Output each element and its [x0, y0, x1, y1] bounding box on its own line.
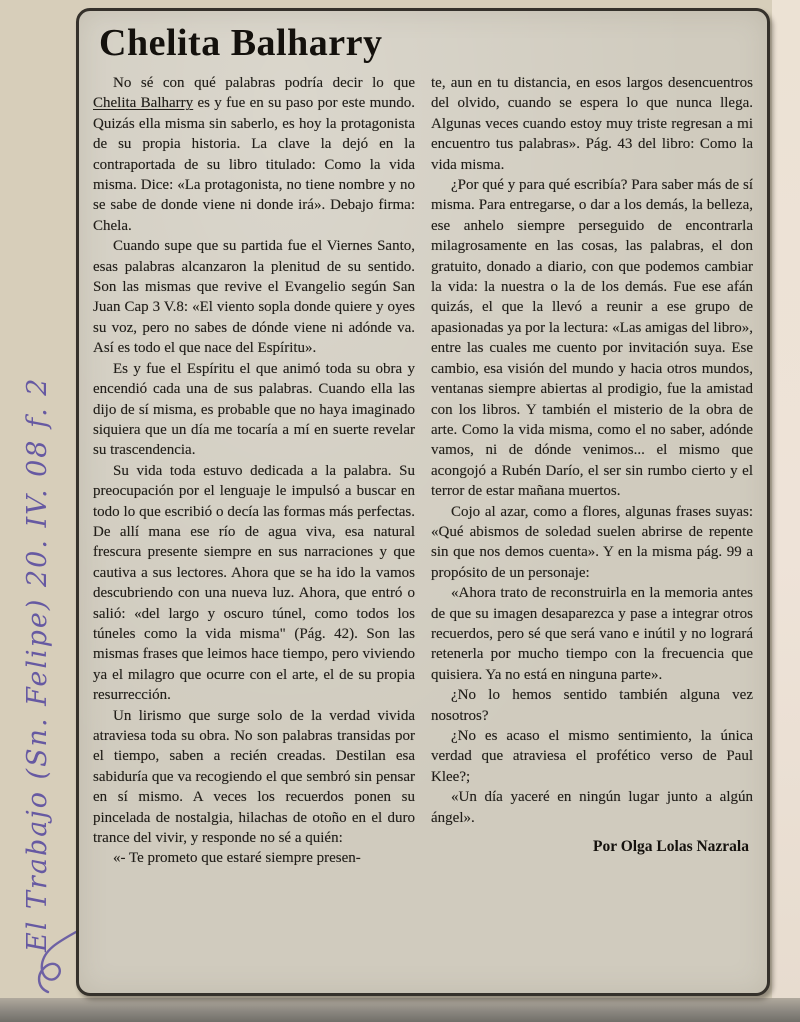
- article-column-left: [93, 73, 415, 869]
- paragraph: Es y fue el Espíritu el que animó toda su obra y encendió cada una de sus palabras. Cuando ella las dijo de sí misma, es probable que no haya imaginado siquiera que un día me tocaría a mí en suerte revelar su trascendencia.: [93, 360, 415, 459]
- paragraph: [93, 73, 415, 236]
- paragraph: «Ahora trato de reconstruirla en la memoria antes de que su imagen desaparezca y pase a integrar otros recuerdos, pero sé que será vano e inútil y no logrará retenerla por mucho tiempo con la frecuencia que quisiera. Ya no está en ninguna parte».: [431, 585, 753, 683]
- paragraph-continuation: te, aun en tu distancia, en esos largos desencuentros del olvido, cuando se espera lo que nunca llega. Algunas veces cuando estoy muy triste regresan a mi encuentro tus palabras». Pág. 43 del libro: Como la vida misma.: [431, 75, 753, 173]
- article-title: Chelita Balharry: [99, 22, 383, 64]
- paragraph: «- Te prometo que estaré siempre presen-: [113, 850, 361, 867]
- paragraph: ¿No es acaso el mismo sentimiento, la única verdad que atraviesa el profético verso de Paul Klee?;: [431, 728, 753, 785]
- scan-right-margin: [772, 0, 800, 1000]
- paragraph: Cuando supe que su partida fue el Viernes Santo, esas palabras alcanzaron la plenitud de su sentido. Son las mismas que revive el Evangelio según San Juan Cap 3 V.8: «El viento sopla donde quiere y oyes su voz, pero no sabes de dónde viene ni adónde va. Así es todo el que nace del Espíritu».: [93, 238, 415, 357]
- paragraph: Cojo al azar, como a flores, algunas frases suyas: «Qué abismos de soledad suelen abrirse de repente sin que nos demos cuenta». Y en la misma pág. 99 a propósito de un personaje:: [431, 503, 753, 581]
- article-column-right: [431, 73, 753, 869]
- paragraph: ¿No lo hemos sentido también alguna vez nosotros?: [431, 687, 753, 724]
- paragraph-text: No sé con qué palabras podría decir lo que: [113, 75, 415, 91]
- paragraph: Un lirismo que surge solo de la verdad vivida atraviesa toda su obra. No son palabras transidas por el tiempo, saben a recién creadas. Destilan esa sabiduría que va recogiendo el que sembró sin pensar en sí mismo. A veces los recuerdos ponen su pincelada de nostalgia, hilachas de otoño en el duro trance del vivir, y responde no sé a quién:: [93, 707, 415, 847]
- paragraph-text: es y fue en su paso por este mundo. Quizás ella misma sin saberlo, es hoy la protagonista de su propia historia. La clave la dejó en la contraportada de su libro titulado: Como la vida misma. Dice: «La protagonista, no tiene nombre y no se sabe de donde viene ni donde irá». Debajo firma: Chela.: [93, 95, 415, 234]
- byline: Por Olga Lolas Nazrala: [593, 838, 749, 856]
- paragraph: Su vida toda estuvo dedicada a la palabra. Su preocupación por el lenguaje le impulsó a buscar en todo lo que escribió o decía las formas más perfectas. De allí mana ese río de agua viva, esa natural frescura presente siempre en sus narraciones y que cautiva a sus lectores. Ahora que se ha ido la vamos descubriendo con una nueva luz. Ahora, que entró o salió: «del largo y oscuro túnel, como todos los túneles como la vida misma" (Pág. 42). Son las mismas frases que leimos hace tiempo, pero viviendo ya el milagro que ocurre con el arte, el de su propia resurrección.: [93, 462, 415, 704]
- scan-bottom-edge: [0, 998, 800, 1022]
- article-columns: [93, 73, 755, 869]
- paragraph: ¿Por qué y para qué escribía? Para saber más de sí misma. Para entregarse, o dar a los demás, la belleza, ese anhelo siempre perseguido de encontrarla milagrosamente en las cosas, las palabras, el don gratuito, donado a diario, con que podemos cambiar la vida: la nuestra o la de los demás. Fue ese afán quizás, el que la llevó a reunir a ese grupo de apasionadas ya por la lectura: «Las amigas del libro», entre las cuales me cuento por invitación suya. Ese cambio, esa visión del mundo y hacia otros mundos, ventanas siempre abiertas al prodigio, fue la amistad con los libros. Y también el misterio de la obra de arte. Como la vida misma, como el no saber, adónde vamos, ni de dónde venimos... el mismo que acongojó a Rubén Darío, el ser sin rumbo cierto y el terror de estar mañana muertos.: [431, 177, 753, 500]
- paragraph: «Un día yaceré en ningún lugar junto a algún ángel».: [431, 789, 753, 826]
- handwritten-annotation: El Trabajo (Sn. Felipe) 20. IV. 08 f. 2: [22, 376, 53, 952]
- underlined-name: Chelita Balharry: [93, 95, 194, 112]
- newspaper-clipping: [76, 8, 770, 996]
